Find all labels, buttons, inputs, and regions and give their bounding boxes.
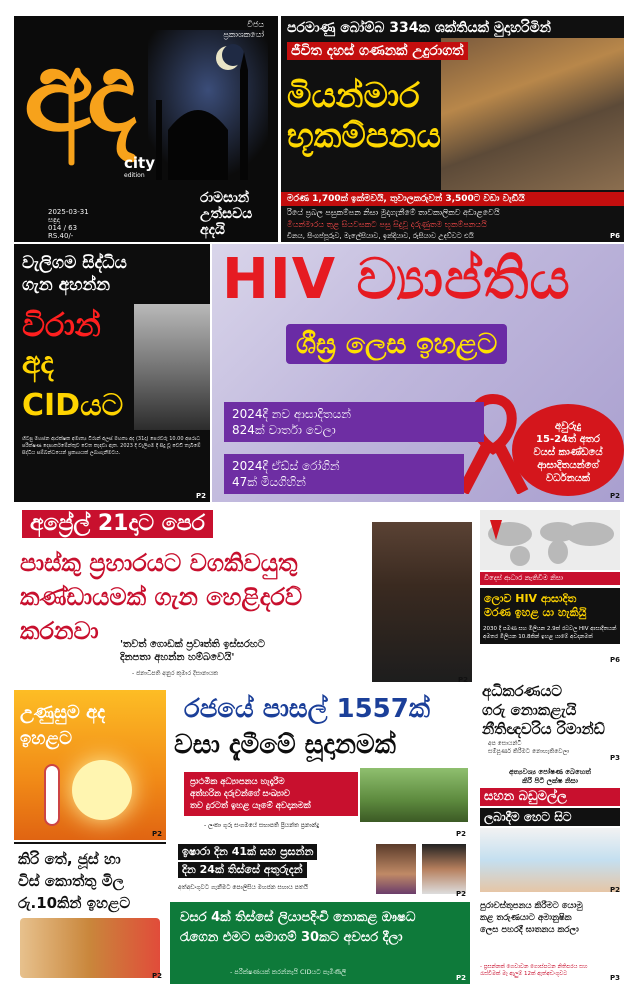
foreign-aid-hiv-story[interactable] [476, 506, 624, 666]
sun-icon [72, 760, 132, 820]
judiciary-sub: අප සොයන්ටී සම්පූර්ණ කිරීමට නොහැකිවෙලා [488, 740, 570, 755]
heat-story[interactable] [14, 690, 166, 840]
missing-persons-story[interactable] [170, 842, 470, 900]
page-reference[interactable]: P2 [457, 676, 468, 684]
drugs-headline: වසර 4ක් තිස්සේ ලියාපදිංචි නොකළ ඖෂධ රැගෙන එමට සමාගම් 30කට අවසර දීලා [180, 910, 416, 945]
unregistered-drugs-story[interactable] [170, 902, 470, 984]
easter-attack-story[interactable] [14, 506, 472, 686]
schools-quote: ප්‍රාථමික අධ්‍යාපනය හැදෑරීම අත්හරින දරුවන්ගේ සංඛ්‍යාව තව දුරටත් ඉහළ යෑමේ අවදානමක් [184, 772, 358, 816]
tea-juice-photo [20, 918, 160, 978]
tea-headline: කිරි තේ, ජූස් හා විස් කොත්තු මිල රු.10කින් ඉහළට [18, 850, 131, 912]
milk-kicker: අත්‍යවශ්‍ය පෝෂණ බෙහෙත් කිරි පිටි ලක්ෂ නිසා [508, 768, 591, 785]
quake-line-3: මියන්මාරය තුළ සියවසකට පසු සිදුවූ දරුණුතම භූකම්පනයයි [287, 220, 487, 229]
myanmar-earthquake-story[interactable] [281, 16, 624, 242]
tea-price-story[interactable] [14, 842, 166, 982]
weligama-body: හිටපු මහජන ආරක්ෂක අමාත්‍ය ටිරාන් අලස් මහතා අද (31දා) පෙරවරු 10.00 අපරාධ පරීක්ෂණ දෙපාර්තමේන්තුව වෙත කැඳවා ඇත. 2023 දී වැලිගම දී සිදු වූ වෙඩි තැබීමේ සිද්ධිය සම්බන්ධයෙන් ප්‍රකාශයක් ලබාගැනීමටය. [22, 436, 201, 456]
mosque-silhouette-icon [148, 30, 268, 180]
page-reference[interactable]: P6 [609, 232, 620, 240]
relief-pack-story[interactable] [476, 766, 624, 896]
page-reference[interactable]: P2 [151, 830, 162, 838]
easter-headline: පාස්කු ප්‍රහාරයට වගකිවයුතු කණ්ඩායමක් ගැන හෙළිදරව් කරනවා [20, 549, 303, 645]
foreign-kicker: විදෙස් ආධාර නැතිවීම නිසා [480, 572, 620, 585]
ramazan-label: රාමසාන් උත්සවය අදයි [200, 190, 253, 238]
date: 2025-03-31 [48, 208, 89, 216]
page-reference[interactable]: P2 [195, 492, 206, 500]
edition-label: edition [124, 172, 145, 179]
judiciary-story[interactable] [476, 668, 624, 764]
weligama-headline-3: CIDයට [22, 388, 124, 423]
page-reference[interactable]: P2 [609, 492, 620, 500]
page-reference[interactable]: P3 [609, 754, 620, 762]
hiv-age-badge: අවුරුදු 15-24ත් අතර වයස් කාණ්ඩයේ ආසාදිතයන්ගේ වර්ධනයක් [512, 404, 624, 496]
dateline [48, 208, 89, 240]
masthead [14, 16, 278, 242]
tiran-alles-photo [134, 304, 210, 430]
school-closure-story[interactable] [170, 690, 470, 840]
judiciary-headline: අධිකරණයට ගරු නොකළැයි නීතිඥවරිය රිමාන්ඩ් [482, 682, 605, 738]
weligama-headline-1: විරාන් [22, 306, 101, 344]
easter-quote: 'තවත් ගොඩක් ප්‍රවෘත්ති ඉස්සරහට දිනපතා අහන්න හම්බවෙයි' [120, 639, 265, 663]
prasanna-photo [422, 844, 466, 894]
issue-number: 014 / 63 [48, 224, 78, 232]
schools-headline-2: වසා දැමීමේ සූදානමක් [174, 730, 396, 760]
world-map-icon [480, 510, 620, 570]
relief-goods-photo [480, 828, 620, 892]
archaeology-murder-story[interactable] [476, 898, 624, 984]
quake-line-4: චීනය, සිංගප්පූරුව, මැලේසියාව, ඉන්දියාව, රුසියාව උදව්වට එයි [287, 232, 474, 240]
easter-kicker: අප්‍රේල් 21දාට පෙර [22, 510, 213, 538]
ishara-headline-2: දින 24ක් තිස්සේ අතුරුදන් [178, 862, 307, 878]
page-reference[interactable]: P2 [455, 830, 466, 838]
page-reference[interactable]: P3 [609, 974, 620, 982]
schools-headline-1: රජයේ පාසල් 1557ක් [184, 694, 430, 724]
page-reference[interactable]: P2 [455, 890, 466, 898]
milk-headline-1: සහන බඩුමල්ල [480, 788, 620, 806]
ishara-photo [376, 844, 416, 894]
ishara-sub: අත්අඩංගුවට ගැනීමට පොලිසිය මහජන සහාය පතයි [178, 884, 309, 891]
hiv-spread-story[interactable] [212, 244, 624, 502]
publisher-name: විජය ප්‍රකාශකයෝ [223, 20, 264, 39]
drugs-sub: - පරීක්ෂණයක් කරන්නැයි CIDයට පැමිණිලි [230, 968, 347, 976]
ishara-headline-1: ඉෂාරා දින 41ක් සහ ප්‍රසන්න [178, 844, 317, 860]
page-reference[interactable]: P2 [455, 974, 466, 982]
schools-credit: - ලංකා ගුරු සංගමයේ සභාපති ප්‍රියන්ත ප්‍රනාන්දු [204, 822, 320, 829]
hiv-stat-new-infections: 2024දී නව ආසාදිතයන් 824ක් වාර්තා වෙලා [224, 402, 484, 442]
hiv-headline: HIV ව්‍යාප්තිය [222, 247, 571, 312]
archaeology-headline: පුරාවස්තුපනය කිරීමට යොමු කළ තරුණයාට අමානුෂික ලෙස පහරදී ඝාතනය කරලා [480, 901, 583, 935]
archaeology-sub: - ප්‍රසන්නක් ගෙවාවන ගොස්පටන නිතිපරය සහ රැස්වීමක් මෑ ඇලුම් 12ක් ඇත්අඩංගුවට [480, 964, 588, 977]
page-reference[interactable]: P6 [609, 656, 620, 664]
school-photo [360, 768, 468, 822]
weligama-kicker: වැලිගම සිද්ධිය ගැන අහන්න [22, 253, 127, 295]
weligama-story[interactable] [14, 244, 210, 502]
hiv-subheadline: ශීඝ්‍ර ලෙස ඉහළට [286, 324, 507, 364]
page-reference[interactable]: P2 [151, 972, 162, 980]
thermometer-icon [44, 764, 60, 826]
quake-headline: මියන්මාර භූකම්පනය [287, 76, 441, 156]
quake-line-2: රියේ ප්‍රබල පසුකම්පන නිසා මුදාගැනීමේ තාවකාලිකව අඩාළවෙයි [287, 208, 500, 217]
city-label: city [124, 154, 155, 172]
newspaper-logo: අද [24, 27, 131, 157]
hiv-stat-deaths: 2024දී ඒඩ්ස් රෝගින් 47ක් මියගිහින් [224, 454, 464, 494]
milk-headline-2: ලබාදීම හෙට සිට [480, 808, 620, 826]
president-photo [372, 522, 472, 682]
quake-line-1: මරණ 1,700ක් ඉක්මවයි, තුවාලකරුවන් 3,500ට වඩා වැඩියි [281, 192, 624, 206]
price: RS.40/- [48, 232, 74, 240]
earthquake-photo [441, 38, 624, 190]
heat-headline: උණුසුම අද ඉහළට [20, 702, 106, 749]
quake-kicker: පරමාණු බෝම්බ 334ක ශක්තියක් මුදාහරිමින් [287, 20, 552, 36]
weligama-headline-2: අද [22, 346, 54, 381]
page-reference[interactable]: P2 [609, 886, 620, 894]
quake-kicker-2: ජීවිත දහස් ගණනක් උදුරාගත් [287, 42, 468, 60]
foreign-headline: ලොව HIV ආසාදිත මරණ ඉහළ යා හැකියිු [480, 588, 620, 624]
easter-credit: - ජනාධිපති අනුර කුමාර දිසානායක [132, 670, 219, 677]
foreign-body: 2030 දී පමණ සහ මිලියන 2.9ක් රටවල HIV ආසාදිතයන් අමතර මිලියන 10.8කින් ඉහළ යාමේ අවදානමක් [480, 622, 620, 644]
day: සඳුදා [48, 216, 60, 224]
